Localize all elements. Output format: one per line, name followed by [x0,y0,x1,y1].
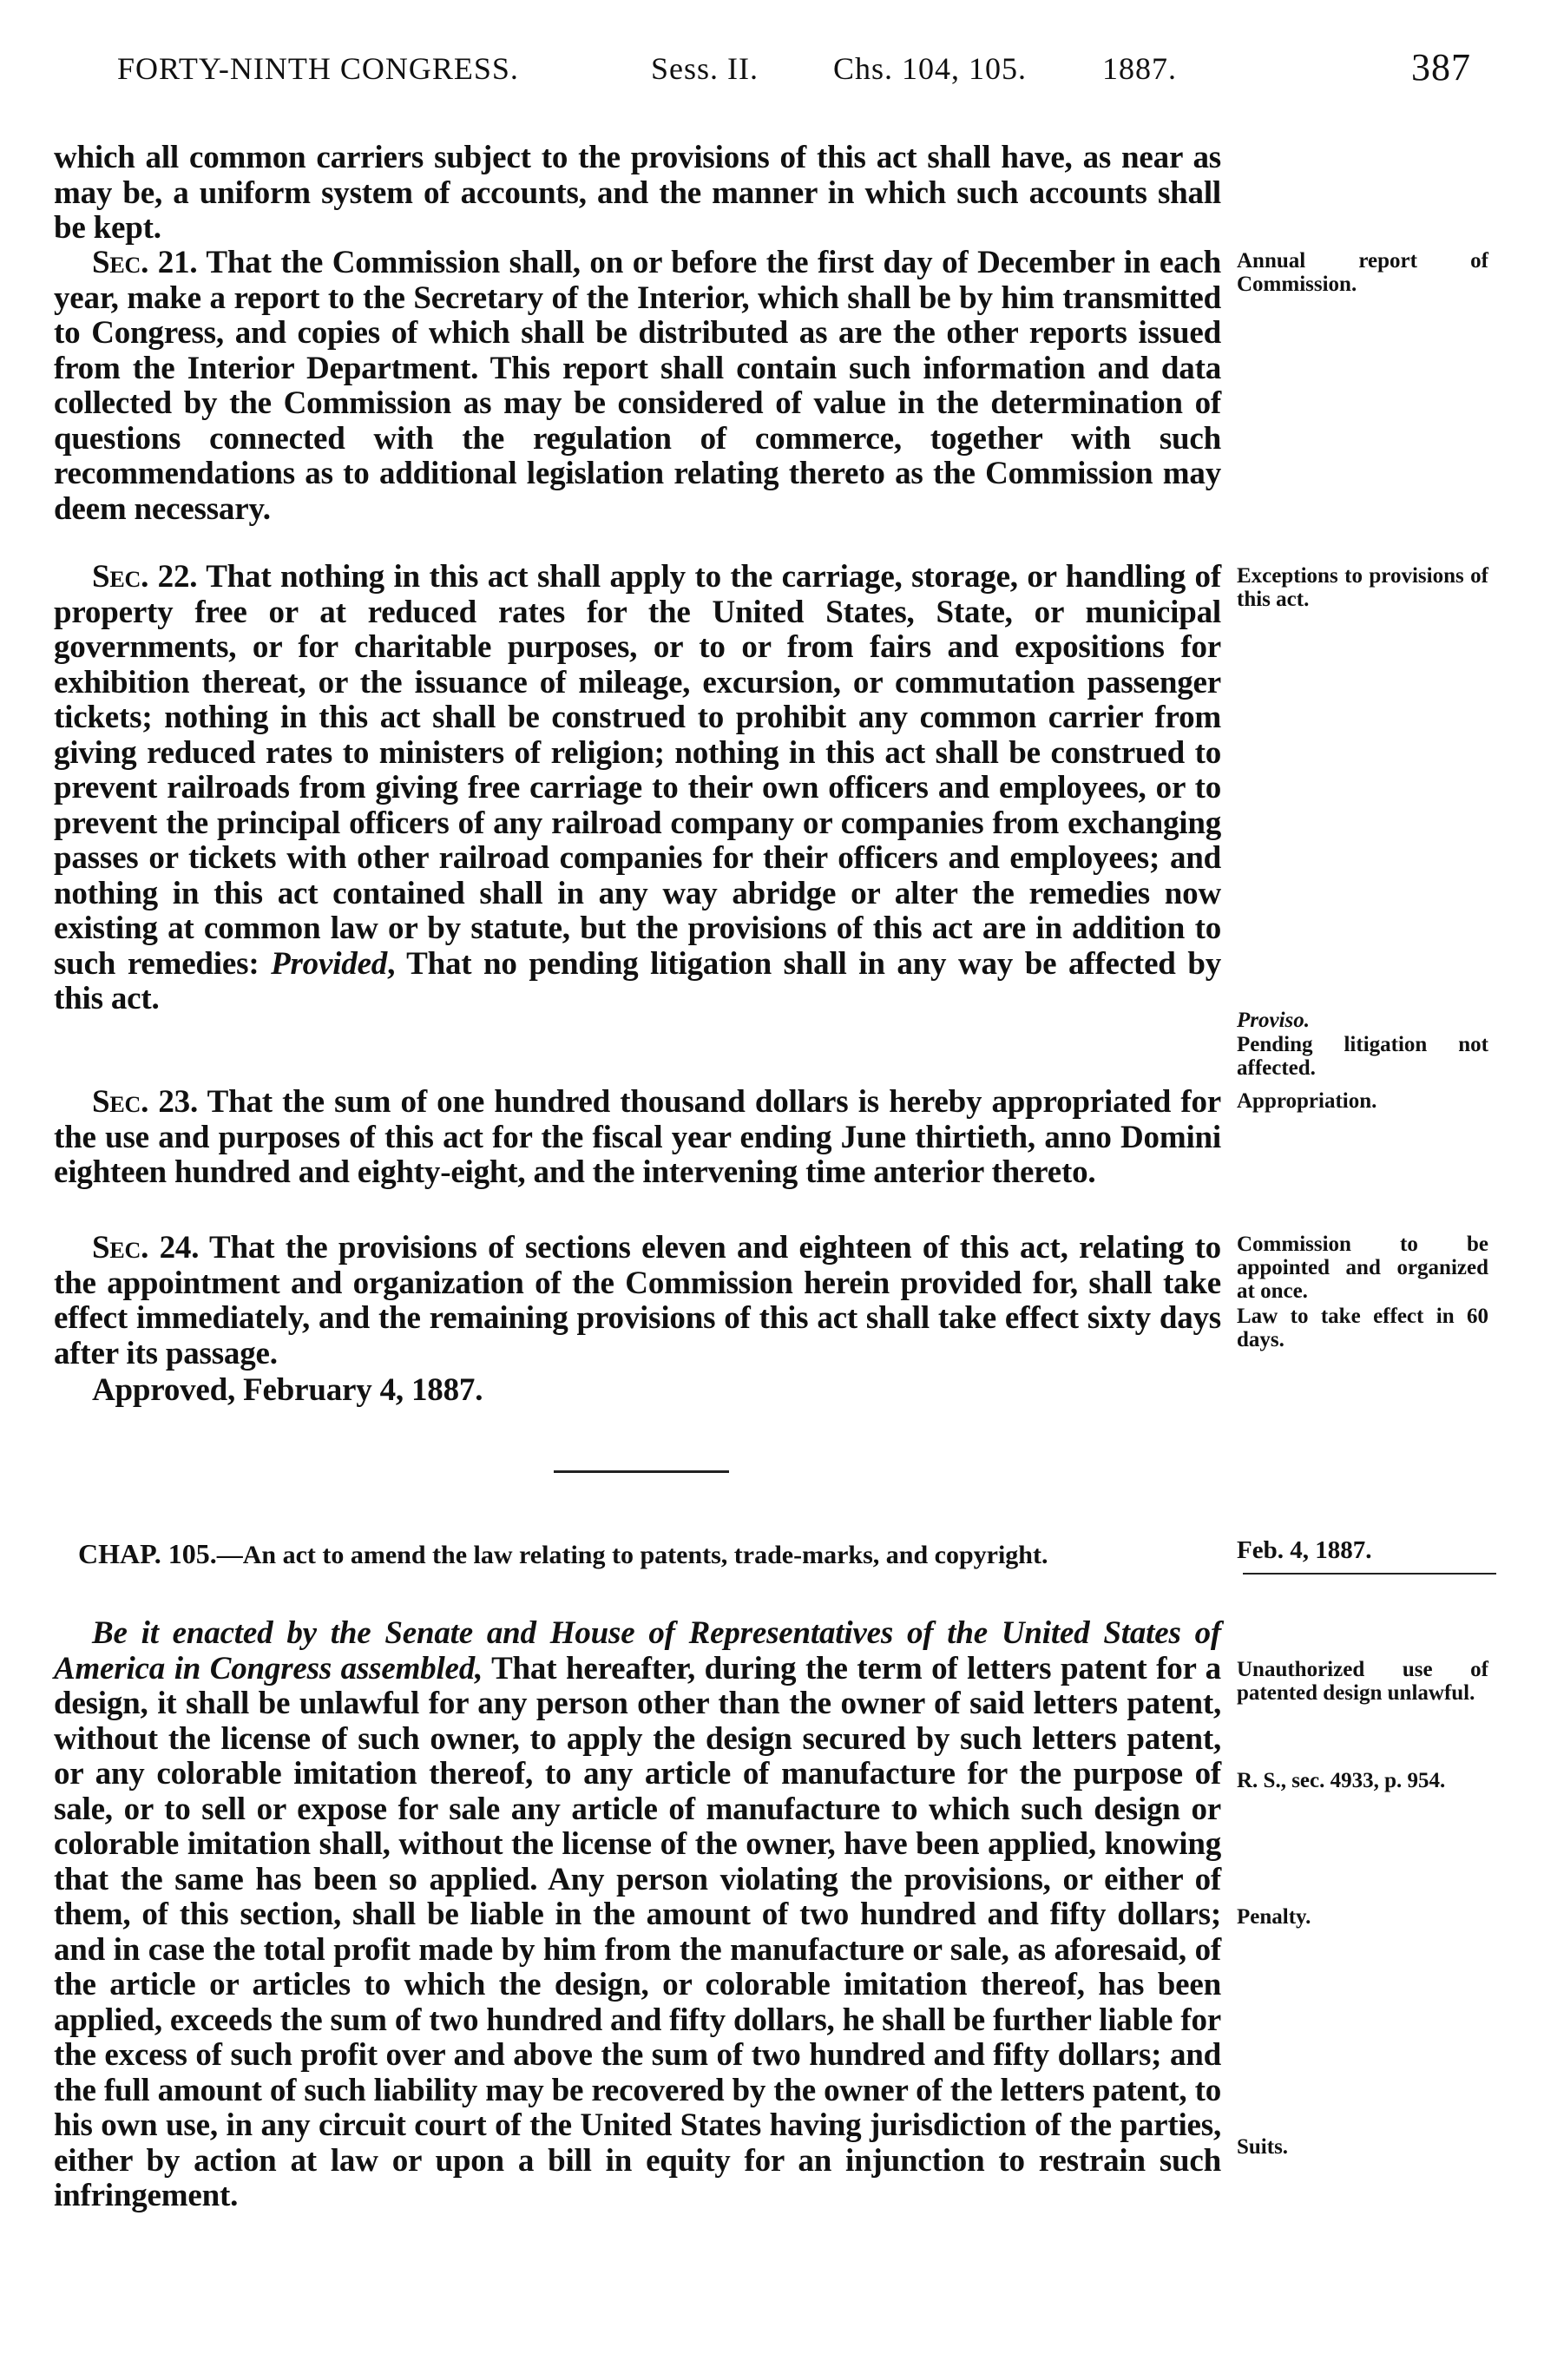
chapter-105-title: —An act to amend the law relating to patents, trade-marks, and copyright. [216,1541,1048,1569]
section-24-label: Sec. 24. [92,1230,200,1266]
section-22 [54,560,1221,1017]
section-22-proviso-text: , That no pending litigation shall in any way be affected by this act. [54,945,1221,1016]
approved-line [54,1373,1221,1409]
margin-note-pending: Pending litigation not affected. [1237,1033,1488,1080]
proviso-note: Proviso. [1237,1009,1311,1032]
margin-note-unauthorized: Unauthorized use of patented design unlawful. [1237,1658,1488,1705]
section-21-text: That the Commission shall, on or before the first day of December in each year, make a report to the Secretary of the Interior, which shall be by him transmitted to Congress, and copies of which shall be distributed as are the other reports issued from the Interior Department. This report shall contain such information and data collected by the Commission as may be considered of value in the determination of questions connected with the regulation of commerce, together with such recommendations as to additional legislation relating thereto as the Commission may deem necessary. [54,245,1221,527]
section-21 [54,246,1221,527]
margin-note-annual-report: Annual report of Commission. [1237,249,1488,296]
continuation-text: which all common carriers subject to the provisions of this act shall have, as near as may be, a uniform system of accounts, and the manner in which such accounts shall be kept. [54,140,1221,246]
approved-text: Approved, February 4, 1887. [92,1372,483,1408]
chapter-105-heading [54,1538,1221,1571]
section-24 [54,1231,1221,1371]
continuation-paragraph [54,141,1221,247]
margin-note-appropriation: Appropriation. [1237,1089,1377,1113]
section-23-label: Sec. 23. [92,1084,199,1120]
margin-note-commission-appointed: Commission to be appointed and organized at once. [1237,1233,1488,1303]
margin-note-proviso [1237,1009,1488,1032]
margin-note-penalty: Penalty. [1237,1905,1311,1929]
section-23-text: That the sum of one hundred thousand dollars is hereby appropriated for the use and purposes of this act for the fiscal year ending June thirtieth, anno Domini eighteen hundred and eighty-eight, and the intervening time anterior thereto. [54,1084,1221,1190]
section-22-text: That nothing in this act shall apply to the carriage, storage, or handling of property free or at reduced rates for the United States, State, or municipal governments, or for charitable purposes, or to or from fairs and expositions for exhibition thereat, or the issuance of mileage, excursion, or commutation passenger tickets; nothing in this act shall be construed to prohibit any common carrier from giving reduced rates to ministers of religion; nothing in this act shall be construed to prevent railroads from giving free carriage to their own officers and employees, or to prevent the principal officers of any railroad company or companies from exchanging passes or tickets with other railroad companies for their officers and employees; and nothing in this act contained shall in any way abridge or alter the remedies now existing at common law or by statute, but the provisions of this act are in addition to such remedies: [54,559,1221,982]
date-underline-rule [1243,1573,1496,1575]
margin-note-rs-reference: R. S., sec. 4933, p. 954. [1237,1769,1446,1792]
margin-note-chap105-date: Feb. 4, 1887. [1237,1536,1372,1564]
margin-note-exceptions: Exceptions to provisions of this act. [1237,564,1488,611]
page-number: 387 [1411,46,1471,89]
chapters-label: Chs. 104, 105. [833,51,1028,86]
proviso-word: Provided [271,945,388,982]
enacting-clause: Be it enacted by the Senate and House of Representatives of the United States of America in Congress assembled, [54,1615,1221,1686]
session-label: Sess. II. [651,51,759,86]
margin-note-suits: Suits. [1237,2135,1289,2159]
margin-note-law-effect: Law to take effect in 60 days. [1237,1305,1488,1351]
section-24-text: That the provisions of sections eleven and eighteen of this act, relating to the appointment and organization of the Commission herein provided for, shall take effect immediately, and the remaining provisions of this act shall take effect sixty days after its passage. [54,1230,1221,1371]
section-22-label: Sec. 22. [92,559,198,595]
section-23 [54,1085,1221,1191]
congress-title: FORTY-NINTH CONGRESS. [117,51,519,86]
chapter-105-body [54,1616,1221,2214]
chapter-105-text: That hereafter, during the term of letters patent for a design, it shall be unlawful for any person other than the owner of said letters patent, without the license of such owner, to apply the design secured by such letters patent, or any colorable imitation thereof, to any article of manufacture for the purpose of sale, or to sell or expose for sale any article of manufacture to which such design or colorable imitation shall, without the license of the owner, have been applied, knowing that the same has been so applied. Any person violating the provisions, or either of them, of this section, shall be liable in the amount of two hundred and fifty dollars; and in case the total profit made by him from the manufacture or sale, as aforesaid, of the article or articles to which the design, or colorable imitation thereof, has been applied, exceeds the sum of two hundred and fifty dollars, he shall be further liable for the excess of such profit over and above the sum of two hundred and fifty dollars; and the full amount of such liability may be recovered by the owner of the letters patent, to his own use, in any circuit court of the United States having jurisdiction of the parties, either by action at law or upon a bill in equity for an injunction to restrain such infringement. [54,1650,1221,2213]
chapter-105-label: CHAP. 105. [78,1538,217,1569]
section-21-label: Sec. 21. [92,245,198,280]
year-label: 1887. [1102,51,1177,86]
chapter-separator-rule [554,1470,729,1473]
